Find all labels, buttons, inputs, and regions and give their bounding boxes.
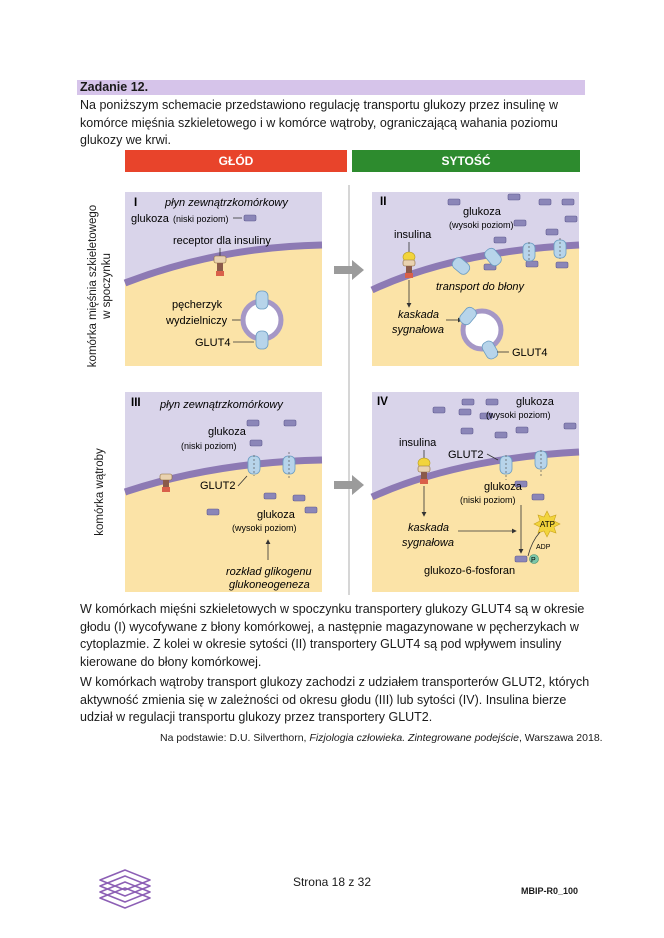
panel-4-glucose-in-level: (niski poziom)	[460, 495, 516, 505]
panel-3-glucose-out-label: glukoza	[208, 426, 246, 438]
panel-4-glucose-out-label: glukoza	[516, 396, 554, 408]
panel-1-vesicle-label-1: pęcherzyk	[172, 299, 223, 311]
source-title: Fizjologia człowieka. Zintegrowane podejście	[309, 732, 519, 744]
panel-4-adp-label: ADP	[536, 544, 551, 551]
glucose-molecule	[244, 215, 256, 221]
banner-hunger: GŁÓD	[125, 150, 347, 172]
page-number: Strona 18 z 32	[292, 875, 372, 889]
panel-4-insulin-label: insulina	[399, 437, 437, 449]
panel-4-atp-label: ATP	[540, 520, 555, 529]
source-prefix: Na podstawie: D.U. Silverthorn,	[160, 732, 310, 744]
panel-2-insulin-label: insulina	[394, 229, 432, 241]
panel-1-receptor-label: receptor dla insuliny	[173, 235, 271, 247]
paragraph-muscle: W komórkach mięśni szkieletowych w spoczynku transportery glukozy GLUT4 są w okresie głodu (I) wycofywane z błony komórkowej, a następnie magazynowane w pęcherzykach w cytoplazmie. Z kolei w okresie sytości (II) transportery GLUT4 są pod wpływem insuliny kierowane do błony komórkowej.	[80, 602, 585, 669]
panel-1-numeral: I	[134, 197, 138, 209]
paragraph-liver: W komórkach wątroby transport glukozy zachodzi z udziałem transporterów GLUT2, których aktywność zmienia się w zależności od okresu głodu (III) lub sytości (IV). Insulina bierze udział w regulacji transportu glukozy przez transportery GLUT2.	[80, 675, 590, 725]
banner-satiety: SYTOŚĆ	[352, 150, 580, 172]
row-label-muscle-line1: komórka mięśnia szkieletowego	[87, 204, 99, 368]
panel-1-vesicle-label-2: wydzielniczy	[166, 315, 228, 327]
panel-3-process-label-1: rozkład glikogenu	[226, 566, 312, 578]
row-label-muscle-line2: w spoczynku	[101, 253, 113, 319]
panel-3-glucose-out-level: (niski poziom)	[181, 441, 237, 451]
panel-2-cascade-label-2: sygnałowa	[392, 324, 444, 336]
source-citation	[160, 732, 603, 744]
panel-2-glucose-level: (wysoki poziom)	[449, 220, 514, 230]
panel-3-numeral: III	[131, 397, 141, 409]
panel-2-glut4-label: GLUT4	[512, 347, 548, 359]
task-intro: Na poniższym schemacie przedstawiono regulację transportu glukozy przez insulinę w komórce mięśnia szkieletowego i w komórce wątroby, ograniczającą wahania poziomu glukozy we krwi.	[80, 98, 559, 147]
panel-2	[372, 192, 579, 366]
panel-1-glucose-level: (niski poziom)	[173, 214, 229, 224]
panel-1-fluid-label: płyn zewnątrzkomórkowy	[165, 197, 288, 209]
panel-3-fluid-label: płyn zewnątrzkomórkowy	[160, 399, 283, 411]
row-label-liver: komórka wątroby	[94, 448, 106, 536]
panel-2-transport-label: transport do błony	[436, 281, 525, 293]
panel-4-glucose-out-level: (wysoki poziom)	[486, 410, 551, 420]
panel-3-process-label-2: glukoneogeneza	[229, 579, 310, 591]
panel-1	[125, 192, 322, 366]
panel-2-cascade-label-1: kaskada	[398, 309, 439, 321]
panel-3	[125, 392, 322, 592]
panel-3-glucose-in-label: glukoza	[257, 509, 295, 521]
panel-4-product-label: glukozo-6-fosforan	[424, 565, 516, 577]
panel-4-cascade-label-2: sygnałowa	[402, 537, 454, 549]
panel-4-phosphate-label: P	[531, 557, 536, 564]
panel-1-glut4-label: GLUT4	[195, 337, 231, 349]
task-title: Zadanie 12.	[80, 80, 149, 94]
panel-1-glucose-label: glukoza	[131, 213, 169, 225]
panel-4-cascade-label-1: kaskada	[408, 522, 449, 534]
panel-3-glucose-in-level: (wysoki poziom)	[232, 523, 297, 533]
panel-4	[372, 392, 579, 592]
panel-3-glut2-label: GLUT2	[200, 480, 236, 492]
panel-2-numeral: II	[380, 196, 387, 208]
panel-4-glucose-in-label: glukoza	[484, 481, 522, 493]
exam-code: MBIP-R0_100	[521, 886, 579, 896]
source-suffix: , Warszawa 2018.	[518, 732, 603, 744]
panel-4-numeral: IV	[377, 396, 388, 408]
panel-2-glucose-label: glukoza	[463, 206, 501, 218]
panel-4-glut2-label: GLUT2	[448, 449, 484, 461]
